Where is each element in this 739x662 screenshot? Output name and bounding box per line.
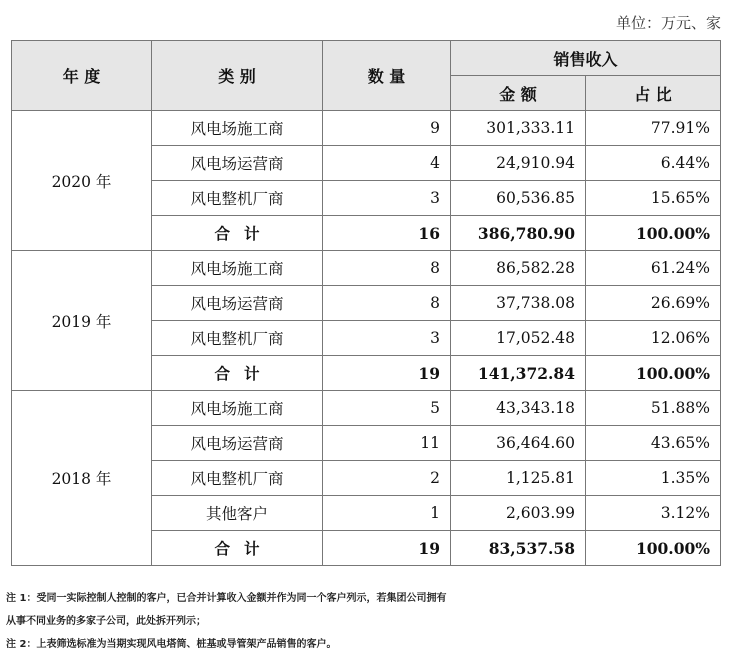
year-cell: 2019 年 bbox=[12, 251, 152, 391]
table-row bbox=[12, 251, 721, 286]
ratio-cell: 61.24% bbox=[586, 251, 721, 286]
category-cell: 风电场运营商 bbox=[152, 426, 323, 461]
unit-label: 单位：万元、家 bbox=[615, 14, 721, 32]
total-amount: 83,537.58 bbox=[451, 531, 586, 566]
amount-cell: 60,536.85 bbox=[451, 181, 586, 216]
ratio-cell: 15.65% bbox=[586, 181, 721, 216]
amount-cell: 86,582.28 bbox=[451, 251, 586, 286]
header-category: 类 别 bbox=[152, 41, 323, 111]
total-label: 合计 bbox=[152, 356, 323, 391]
year-cell: 2020 年 bbox=[12, 111, 152, 251]
note-1-line-1: 注 1：受同一实际控制人控制的客户，已合并计算收入金额并作为同一个客户列示，若集团公司拥有 bbox=[6, 593, 447, 604]
amount-cell: 24,910.94 bbox=[451, 146, 586, 181]
note-2: 注 2：上表筛选标准为当期实现风电塔筒、桩基或导管架产品销售的客户。 bbox=[6, 639, 337, 650]
ratio-cell: 6.44% bbox=[586, 146, 721, 181]
ratio-cell: 51.88% bbox=[586, 391, 721, 426]
category-cell: 风电场施工商 bbox=[152, 111, 323, 146]
customer-sales-table bbox=[11, 40, 721, 566]
ratio-cell: 43.65% bbox=[586, 426, 721, 461]
total-count: 19 bbox=[323, 356, 451, 391]
category-cell: 风电场施工商 bbox=[152, 251, 323, 286]
amount-cell: 37,738.08 bbox=[451, 286, 586, 321]
count-cell: 9 bbox=[323, 111, 451, 146]
category-cell: 风电整机厂商 bbox=[152, 181, 323, 216]
header-count: 数 量 bbox=[323, 41, 451, 111]
category-cell: 其他客户 bbox=[152, 496, 323, 531]
header-amount: 金 额 bbox=[451, 76, 586, 111]
ratio-cell: 26.69% bbox=[586, 286, 721, 321]
count-cell: 3 bbox=[323, 321, 451, 356]
ratio-cell: 77.91% bbox=[586, 111, 721, 146]
category-cell: 风电场运营商 bbox=[152, 146, 323, 181]
count-cell: 8 bbox=[323, 251, 451, 286]
total-amount: 141,372.84 bbox=[451, 356, 586, 391]
ratio-cell: 1.35% bbox=[586, 461, 721, 496]
count-cell: 2 bbox=[323, 461, 451, 496]
total-ratio: 100.00% bbox=[586, 216, 721, 251]
count-cell: 1 bbox=[323, 496, 451, 531]
total-count: 16 bbox=[323, 216, 451, 251]
amount-cell: 301,333.11 bbox=[451, 111, 586, 146]
header-ratio: 占 比 bbox=[586, 76, 721, 111]
category-cell: 风电场运营商 bbox=[152, 286, 323, 321]
total-ratio: 100.00% bbox=[586, 356, 721, 391]
table-row bbox=[12, 111, 721, 146]
amount-cell: 43,343.18 bbox=[451, 391, 586, 426]
category-cell: 风电场施工商 bbox=[152, 391, 323, 426]
ratio-cell: 3.12% bbox=[586, 496, 721, 531]
amount-cell: 2,603.99 bbox=[451, 496, 586, 531]
table-row bbox=[12, 391, 721, 426]
amount-cell: 36,464.60 bbox=[451, 426, 586, 461]
footnotes bbox=[6, 593, 446, 662]
count-cell: 5 bbox=[323, 391, 451, 426]
total-amount: 386,780.90 bbox=[451, 216, 586, 251]
header-year: 年 度 bbox=[12, 41, 152, 111]
total-label: 合计 bbox=[152, 216, 323, 251]
total-count: 19 bbox=[323, 531, 451, 566]
count-cell: 4 bbox=[323, 146, 451, 181]
header-revenue: 销售收入 bbox=[451, 41, 721, 76]
amount-cell: 17,052.48 bbox=[451, 321, 586, 356]
ratio-cell: 12.06% bbox=[586, 321, 721, 356]
category-cell: 风电整机厂商 bbox=[152, 321, 323, 356]
year-cell: 2018 年 bbox=[12, 391, 152, 566]
note-1-line-2: 从事不同业务的多家子公司，此处拆开列示； bbox=[6, 616, 206, 627]
total-label: 合计 bbox=[152, 531, 323, 566]
amount-cell: 1,125.81 bbox=[451, 461, 586, 496]
count-cell: 3 bbox=[323, 181, 451, 216]
count-cell: 8 bbox=[323, 286, 451, 321]
count-cell: 11 bbox=[323, 426, 451, 461]
total-ratio: 100.00% bbox=[586, 531, 721, 566]
category-cell: 风电整机厂商 bbox=[152, 461, 323, 496]
